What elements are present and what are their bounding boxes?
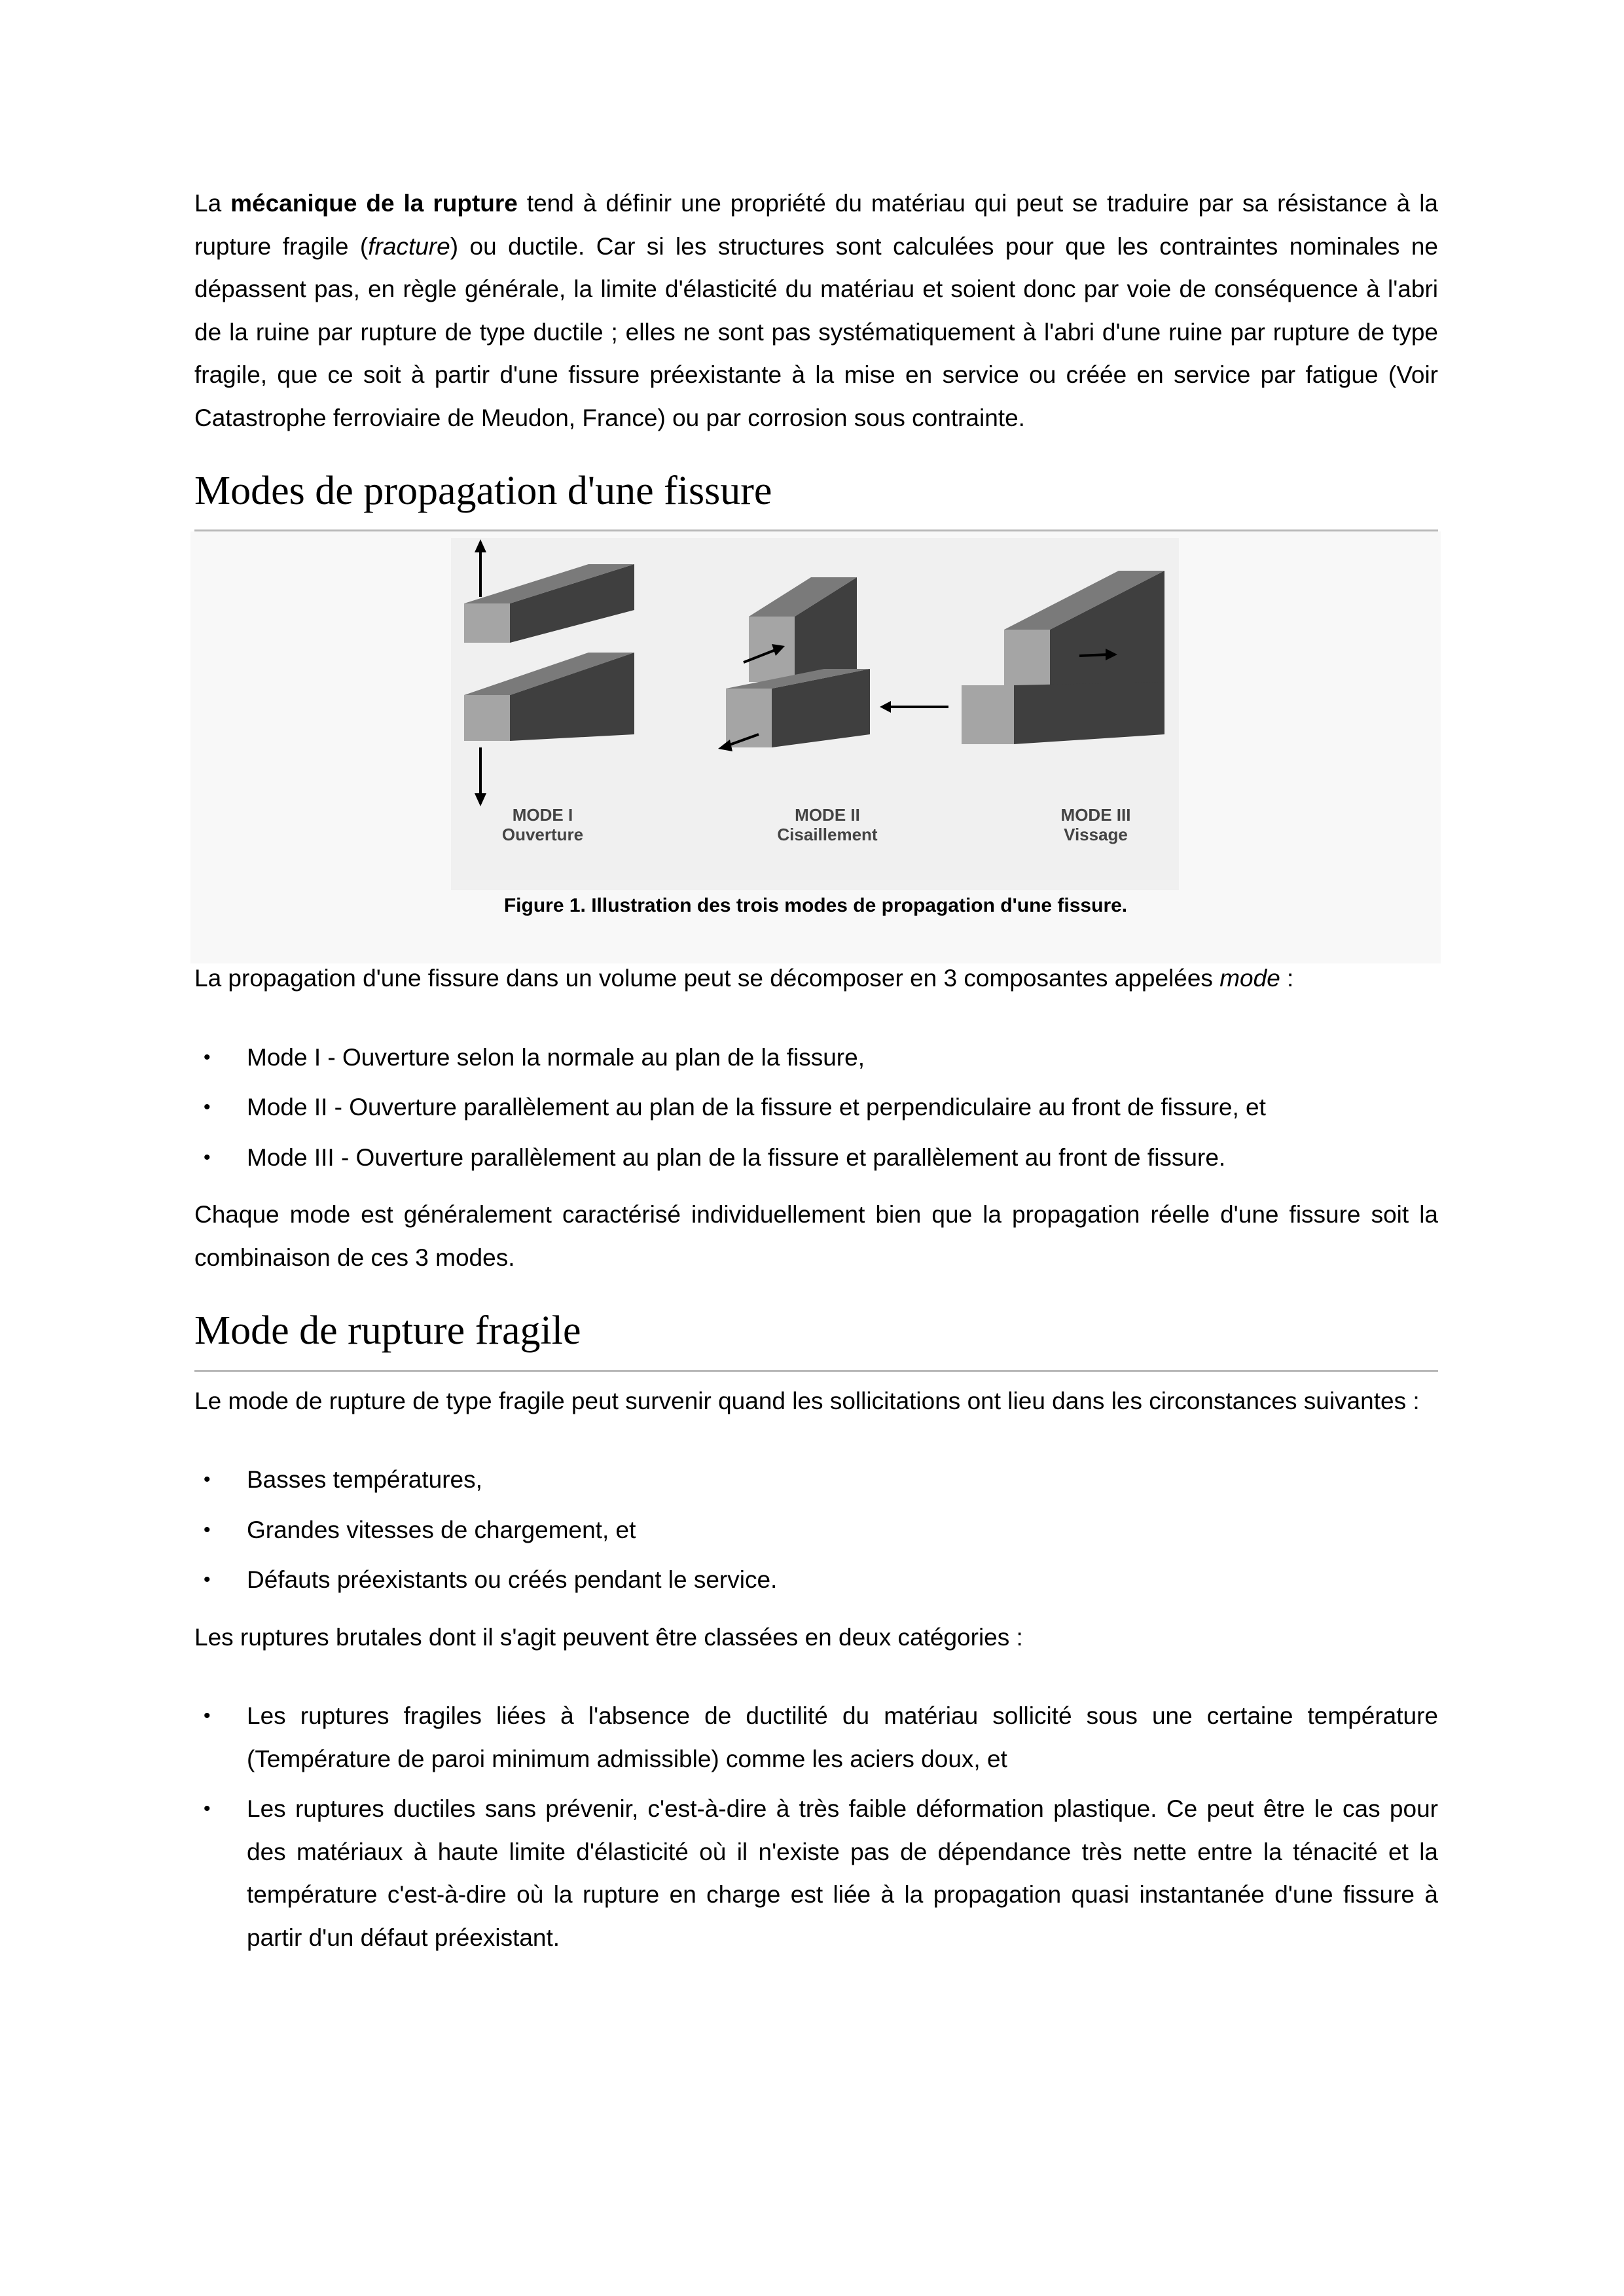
list-item-text: Mode III - Ouverture parallèlement au plan de la fissure et parallèlement au front de fissure. [247, 1143, 1226, 1171]
mode-3-sublabel: Vissage [1064, 825, 1128, 845]
list-item [194, 1458, 1438, 1501]
mode-2-sublabel: Cisaillement [777, 825, 878, 845]
section1-heading-wrap [194, 467, 1438, 531]
intro-lead: La [194, 190, 231, 217]
figure-caption: Figure 1. Illustration des trois modes de propagation d'une fissure. [503, 895, 1128, 917]
intro-paragraph [194, 182, 1438, 439]
mode-1-label: MODE I [512, 805, 573, 825]
list-item [194, 1787, 1438, 1959]
conditions-list [194, 1458, 1438, 1602]
section2-paragraph-2: Les ruptures brutales dont il s'agit peuvent être classées en deux catégories : [194, 1623, 1023, 1651]
list-item [194, 1558, 1438, 1602]
list-item-text: Les ruptures ductiles sans prévenir, c'est-à-dire à très faible déformation plastique. Ce peut être le cas pour des matériaux à haute limite d'élasticité où il n'existe pas de dépendance très nette entre la ténacité et la température c'est-à-dire où la rupture en charge est liée à la propagation quasi instantanée d'une fissure à partir d'un défaut préexistant. [247, 1795, 1438, 1951]
bullet-icon: • [204, 1705, 211, 1727]
mode-1-sublabel: Ouverture [501, 825, 584, 845]
list-item [194, 1695, 1438, 1780]
crack-modes-illustration [451, 538, 1179, 890]
intro-italic-term: fracture [368, 232, 450, 260]
mode-2-label: MODE II [795, 805, 860, 825]
section2-heading: Mode de rupture fragile [194, 1308, 581, 1354]
bullet-icon: • [204, 1798, 211, 1820]
figure-1 [190, 531, 1441, 963]
bullet-icon: • [204, 1518, 211, 1541]
bullet-icon: • [204, 1469, 211, 1491]
list-item-text: Mode II - Ouverture parallèlement au plan de la fissure et perpendiculaire au front de fissure, et [247, 1094, 1266, 1121]
section2-paragraph-1: Le mode de rupture de type fragile peut survenir quand les sollicitations ont lieu dans les circonstances suivantes : [194, 1387, 1420, 1414]
list-item [194, 1086, 1438, 1129]
list-item-text: Défauts préexistants ou créés pendant le service. [247, 1566, 778, 1594]
list-item-text: Mode I - Ouverture selon la normale au plan de la fissure, [247, 1043, 865, 1071]
section1-para1-end: : [1280, 965, 1294, 992]
bullet-icon: • [204, 1096, 211, 1119]
categories-list [194, 1695, 1438, 1959]
intro-text-2: ) ou ductile. Car si les structures sont calculées pour que les contraintes nominales ne dépassent pas, en règle générale, la limite d'élasticité du matériau et soient donc par voie de conséquence à l'abri de la ruine par rupture de type ductile ; elles ne sont pas systématiquement à l'abri d'une ruine par rupture de type fragile, que ce soit à partir d'une fissure préexistante à la mise en service ou créée en service par fatigue (Voir Catastrophe ferroviaire de Meudon, France) ou par corrosion sous contrainte. [194, 232, 1439, 431]
modes-list [194, 1036, 1438, 1179]
mode-3-label: MODE III [1060, 805, 1131, 825]
section1-heading: Modes de propagation d'une fissure [194, 469, 772, 513]
section1-para1-text: La propagation d'une fissure dans un volume peut se décomposer en 3 composantes appelées [194, 965, 1220, 992]
list-item-text: Les ruptures fragiles liées à l'absence de ductilité du matériau sollicité sous une certaine température (Température de paroi minimum admissible) comme les aciers doux, et [247, 1702, 1438, 1772]
list-item-text: Grandes vitesses de chargement, et [247, 1516, 636, 1543]
section1-paragraph-2: Chaque mode est généralement caractérisé individuellement bien que la propagation réelle d'une fissure soit la combinaison de ces 3 modes. [194, 1201, 1438, 1271]
bullet-icon: • [204, 1046, 211, 1068]
section2-heading-wrap [194, 1306, 1438, 1371]
list-item [194, 1036, 1438, 1079]
list-item [194, 1509, 1438, 1552]
list-item [194, 1136, 1438, 1179]
bullet-icon: • [204, 1146, 211, 1168]
section1-para1-italic: mode [1219, 965, 1280, 992]
intro-bold-term: mécanique de la rupture [230, 190, 518, 217]
list-item-text: Basses températures, [247, 1466, 482, 1494]
intro-text-1: tend à définir une propriété du matériau qui peut se traduire par sa résistance à la rupture fragile ( [194, 190, 1439, 260]
bullet-icon: • [204, 1569, 211, 1591]
document-content [194, 182, 1438, 1959]
